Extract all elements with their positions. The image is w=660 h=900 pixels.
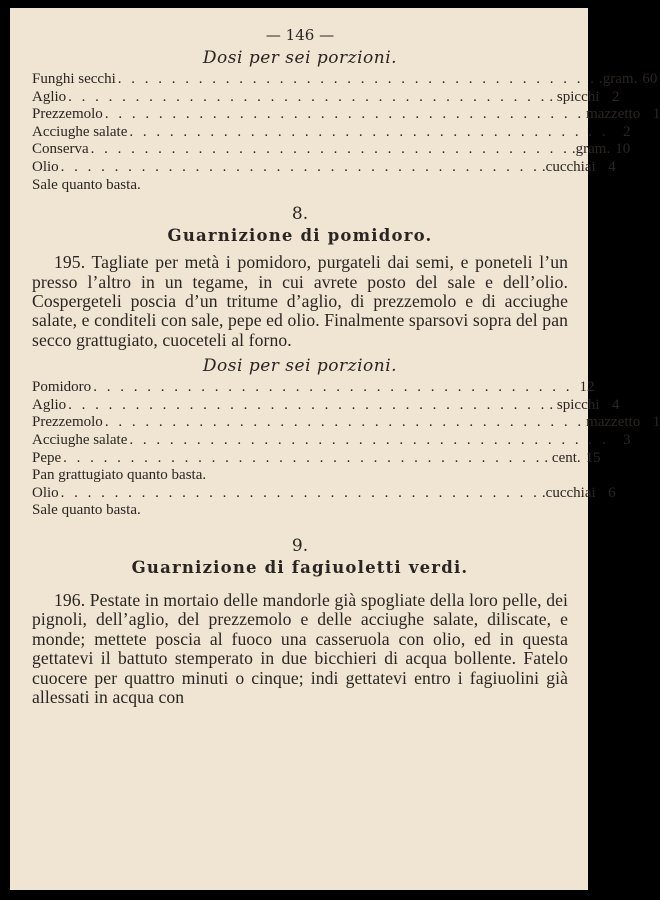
- ingredient-row: [32, 431, 631, 450]
- paragraph-196: 196. Pestate in mortaio delle mandorle già spogliate della loro pelle, dei pignoli, dell’aglio, del prezzemolo e delle acciughe salate, diliscate, e monde; mettete poscia al fuoco una casseruola con olio, ed in questa gettatevi il battuto stemperato in due bicchieri di acqua bollente. Fatelo cuocere per quattro minuti o cinque; indi gettatevi entro i fagiuolini già allessati in acqua con: [32, 589, 568, 707]
- book-page: [10, 8, 660, 890]
- ingredient-row: [32, 449, 601, 468]
- ingredient-quantity: 2: [611, 88, 620, 105]
- ingredient-unit: . cent.: [544, 449, 581, 466]
- ingredient-unit: mazzetto: [586, 414, 641, 431]
- sale-line-1: Sale quanto basta.: [32, 176, 141, 193]
- ingredient-name: Pomidoro: [32, 379, 92, 396]
- ingredient-row: [32, 106, 660, 124]
- ingredient-unit: . spicchi: [549, 396, 600, 413]
- ingredient-name: Pepe: [32, 449, 62, 466]
- ingredient-list-2b: [32, 484, 616, 503]
- page-number: — 146 —: [265, 26, 335, 44]
- section-9-number: 9.: [291, 535, 309, 556]
- section-8-number: 8.: [291, 204, 309, 225]
- ingredient-list-1: [32, 71, 660, 177]
- ingredient-quantity: 4: [608, 158, 616, 175]
- sale-line-2: Sale quanto basta.: [32, 502, 141, 519]
- ingredient-row: [32, 71, 658, 89]
- pan-grattugiato-line: Pan grattugiato quanto basta.: [32, 467, 207, 484]
- ingredient-unit: mazzetto: [586, 106, 641, 123]
- dosi-title-2: Dosi per sei porzioni.: [202, 356, 398, 377]
- paragraph-195: 195. Tagliate per metà i pomidoro, purgateli dai semi, e poneteli l’un presso l’altro in un tegame, in cui avrete posto del sale e dell’olio. Cospergeteli poscia d’un tritume d’aglio, di prezzemolo e di acciughe salate, e conditeli con sale, pepe ed olio. Finalmente sparsovi sopra del pan secco grattugiato, cuoceteli al forno.: [32, 252, 568, 350]
- ingredient-unit: .gram.: [571, 141, 611, 158]
- ingredient-row: [32, 396, 620, 415]
- ingredient-quantity: 2: [623, 123, 631, 140]
- ingredient-row: [32, 123, 631, 142]
- ingredient-list-2a: [32, 379, 660, 467]
- ingredient-name: Prezzemolo: [32, 106, 103, 123]
- dot-leader: . . . . . . . . . . . . . . . . . . . . . . . . . . . . . . . . . . . .: [129, 431, 609, 448]
- ingredient-unit: .cucchiai: [541, 158, 596, 175]
- dot-leader: . . . . . . . . . . . . . . . . . . . . . . . . . . . . . . . . . . . .: [90, 141, 570, 158]
- ingredient-quantity: 60: [642, 71, 658, 87]
- dot-leader: . . . . . . . . . . . . . . . . . . . . . . . . . . . . . . . . . . . .: [68, 88, 548, 105]
- dosi-title-1: Dosi per sei porzioni.: [202, 48, 398, 68]
- ingredient-name: Olio: [32, 158, 59, 175]
- ingredient-quantity: 10: [615, 141, 631, 158]
- ingredient-name: Olio: [32, 484, 59, 501]
- ingredient-name: Funghi secchi: [32, 71, 116, 87]
- dot-leader: . . . . . . . . . . . . . . . . . . . . . . . . . . . . . . . . . . . .: [104, 106, 585, 123]
- dot-leader: . . . . . . . . . . . . . . . . . . . . . . . . . . . . . . . . . . . .: [117, 71, 597, 87]
- dot-leader: . . . . . . . . . . . . . . . . . . . . . . . . . . . . . . . . . . . .: [60, 484, 540, 501]
- ingredient-quantity: 3: [623, 431, 631, 448]
- dot-leader: . . . . . . . . . . . . . . . . . . . . . . . . . . . . . . . . . . . .: [93, 379, 573, 396]
- dot-leader: . . . . . . . . . . . . . . . . . . . . . . . . . . . . . . . . . . . .: [104, 414, 585, 431]
- ingredient-quantity: 1: [652, 414, 660, 431]
- ingredient-unit: . spicchi: [549, 88, 600, 105]
- dot-leader: . . . . . . . . . . . . . . . . . . . . . . . . . . . . . . . . . . . .: [68, 396, 548, 413]
- dot-leader: . . . . . . . . . . . . . . . . . . . . . . . . . . . . . . . . . . . .: [63, 449, 543, 466]
- ingredient-row: [32, 88, 620, 107]
- ingredient-unit: .cucchiai: [541, 484, 596, 501]
- ingredient-name: Acciughe salate: [32, 431, 128, 448]
- ingredient-quantity: 15: [585, 449, 601, 466]
- ingredient-row: [32, 158, 616, 177]
- ingredient-row: [32, 414, 660, 432]
- ingredient-row: [32, 379, 595, 397]
- ingredient-row: [32, 484, 616, 503]
- ingredient-name: Prezzemolo: [32, 414, 103, 431]
- ingredient-name: Aglio: [32, 396, 67, 413]
- ingredient-name: Aglio: [32, 88, 67, 105]
- section-8-title: Guarnizione di pomidoro.: [167, 226, 433, 246]
- dot-leader: . . . . . . . . . . . . . . . . . . . . . . . . . . . . . . . . . . . .: [129, 123, 609, 140]
- ingredient-quantity: 12: [579, 379, 595, 396]
- ingredient-quantity: 6: [608, 484, 616, 501]
- ingredient-quantity: 1: [652, 106, 660, 123]
- ingredient-unit: .gram.: [599, 71, 638, 87]
- ingredient-name: Conserva: [32, 141, 89, 158]
- ingredient-quantity: 4: [611, 396, 620, 413]
- dot-leader: . . . . . . . . . . . . . . . . . . . . . . . . . . . . . . . . . . . .: [60, 158, 540, 175]
- ingredient-name: Acciughe salate: [32, 123, 128, 140]
- section-9-title: Guarnizione di fagiuoletti verdi.: [131, 557, 469, 577]
- ingredient-row: [32, 141, 631, 159]
